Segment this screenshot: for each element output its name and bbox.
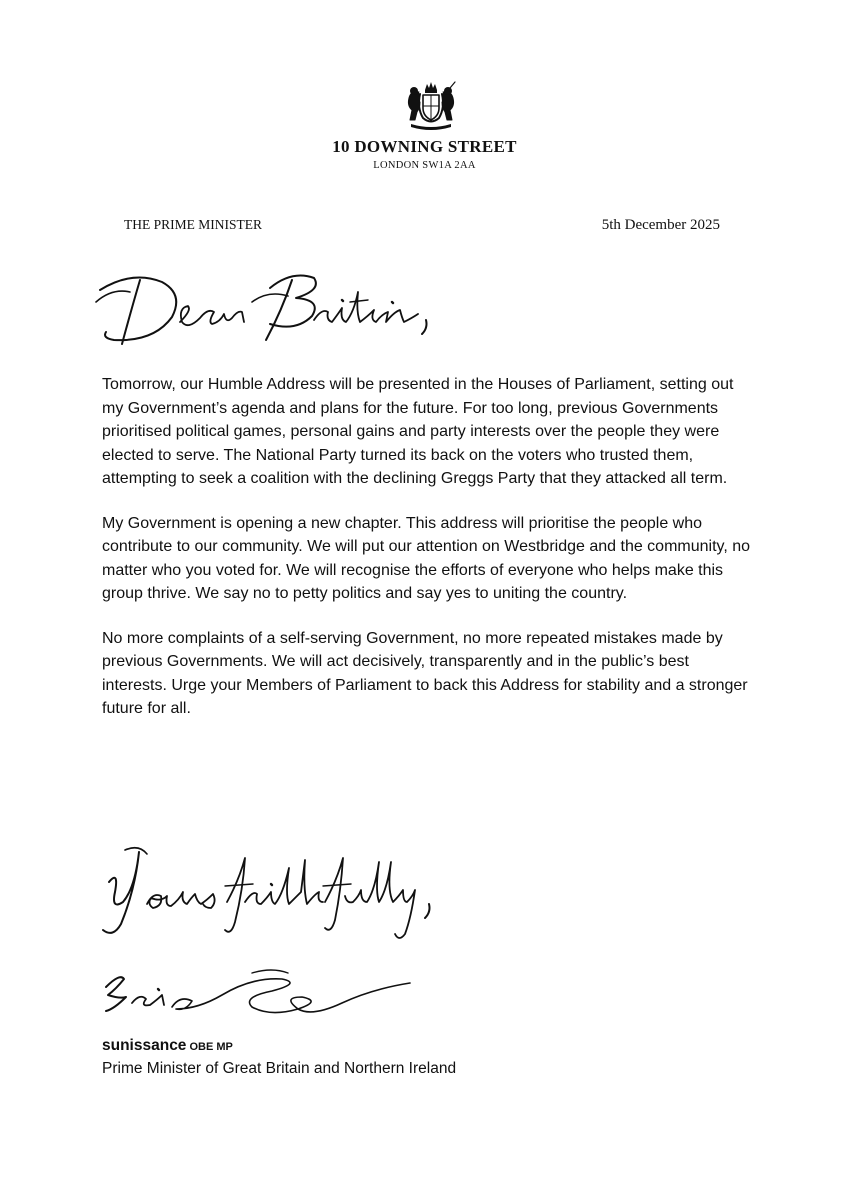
body-paragraph-3: No more complaints of a self-serving Government, no more repeated mistakes made by previous Governments. We will act decisively, transparently and in the public’s best interests. Urge your Members of Parliament to back this Address for stability and a stronger future for all. <box>102 629 748 717</box>
letter-date: 5th December 2025 <box>601 217 720 233</box>
signatory-postnominals: OBE MP <box>189 1041 233 1053</box>
salutation-handwriting <box>92 262 437 350</box>
address-title: 10 DOWNING STREET <box>332 137 517 156</box>
body-paragraph-1: Tomorrow, our Humble Address will be presented in the Houses of Parliament, setting out my Government’s agenda and plans for the future. For too long, previous Governments prioritised political games, personal gains and party interests over the people they were elected to serve. The National Party turned its back on the voters who trusted them, attempting to seek a coalition with the declining Greggs Party that they attacked all term. <box>102 376 734 487</box>
closing-handwriting <box>95 840 455 945</box>
signatory-title: Prime Minister of Great Britain and Northern Ireland <box>102 1060 457 1077</box>
signatory-name: sunissance <box>102 1037 187 1054</box>
signatory-name-block <box>102 1037 233 1055</box>
sender-office: THE PRIME MINISTER <box>124 217 262 232</box>
signature-handwriting <box>102 965 422 1025</box>
address-postcode: LONDON SW1A 2AA <box>373 160 476 171</box>
body-paragraph-2: My Government is opening a new chapter. This address will prioritise the people who contribute to our community. We will put our attention on Westbridge and the community, no matter who you voted for. We will recognise the efforts of everyone who helps make this group thrive. We say no to petty politics and say yes to uniting the country. <box>102 514 751 602</box>
royal-crest-icon <box>403 80 459 132</box>
letter-body <box>102 373 752 742</box>
